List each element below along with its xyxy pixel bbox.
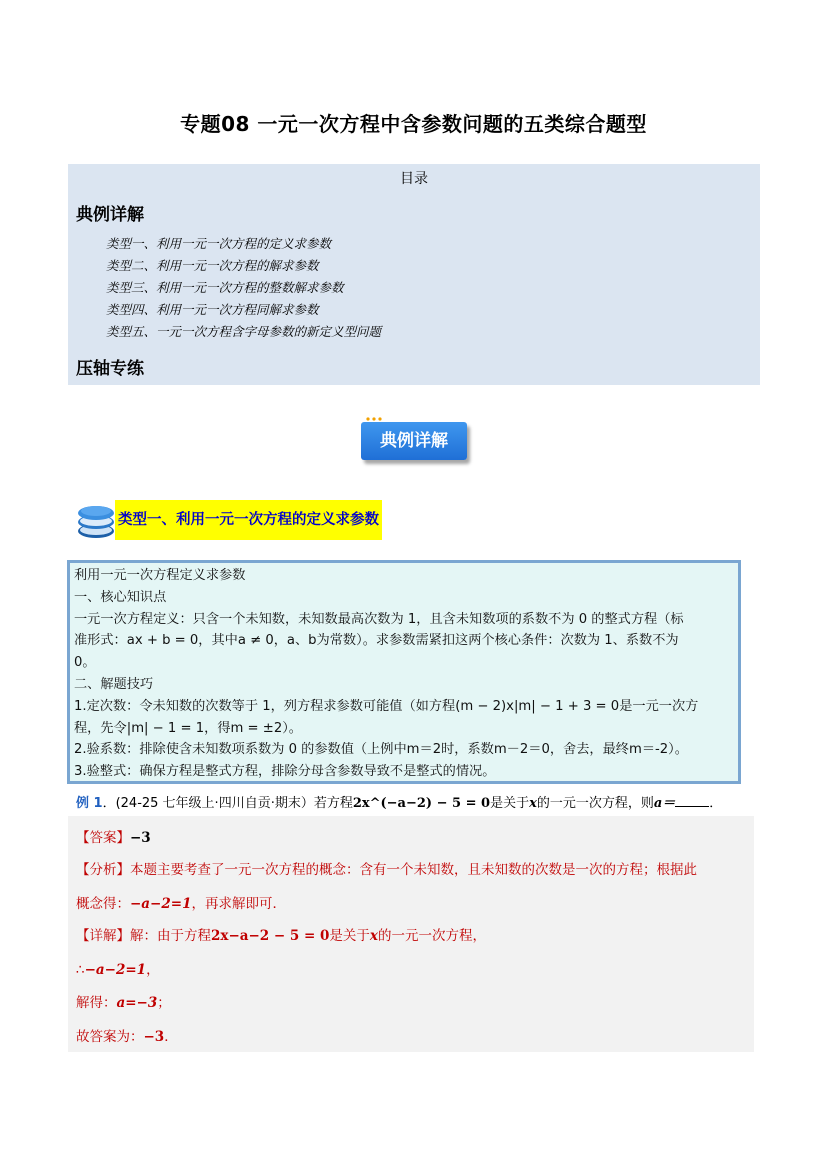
example-source: ．(24-25 七年级上·四川自贡·期末）若方程: [102, 796, 353, 811]
tip-1: 1.定次数：令未知数的次数等于 1，列方程求参数可能值（如方程(m − 2)x|m| − 1 + 3 = 0是一元一次方: [74, 698, 699, 714]
knowledge-box: [67, 560, 741, 784]
knowledge-heading-2: 二、解题技巧: [74, 676, 154, 692]
tip-1: 程，先令|m| − 1 = 1，得m = ±2）。: [74, 720, 302, 736]
tip-3: 3.验整式：确保方程是整式方程，排除分母含参数导致不是整式的情况。: [74, 764, 496, 780]
example-equation: 2x^(−a−2) − 5 = 0: [352, 796, 491, 811]
books-icon: [76, 501, 116, 539]
toc-heading: 目录: [400, 171, 428, 187]
solution-step: [76, 991, 171, 1011]
therefore-symbol: ∴: [76, 962, 85, 978]
section-badge: 典例详解: [361, 422, 467, 460]
analysis-line: [76, 892, 286, 912]
example-variable: x: [529, 796, 537, 811]
document-title: 专题08 一元一次方程中含参数问题的五类综合题型: [180, 112, 647, 136]
analysis-tag: 【分析】: [76, 862, 130, 878]
example-text: 的一元一次方程，则: [536, 796, 654, 811]
toc-item-3[interactable]: 类型三、利用一元一次方程的整数解求参数: [106, 280, 344, 295]
analysis-text: ，再求解即可．: [191, 896, 286, 912]
example-text: ．: [709, 796, 723, 811]
toc-item-1[interactable]: 类型一、利用一元一次方程的定义求参数: [106, 236, 332, 251]
knowledge-text: 一元一次方程定义：只含一个未知数，未知数最高次数为 1，且含未知数项的系数不为 0 的整式方程（标: [74, 611, 684, 627]
badge-decoration-icon: [366, 417, 384, 421]
type-heading: 类型一、利用一元一次方程的定义求参数: [115, 500, 382, 540]
solution-step: [76, 958, 160, 978]
answer-blank: [675, 794, 709, 807]
knowledge-heading-1: 一、核心知识点: [74, 589, 167, 605]
knowledge-text: 准形式：ax + b = 0，其中a ≠ 0，a、b为常数）。求参数需紧扣这两个核心条件：次数为 1、系数不为: [74, 633, 679, 649]
step-equation: a=−3: [116, 995, 158, 1011]
final-value: −3: [143, 1029, 165, 1045]
step-text: 解得：: [76, 995, 117, 1011]
final-answer: [76, 1025, 178, 1045]
table-of-contents: [68, 164, 760, 385]
analysis-text: 本题主要考查了一元一次方程的概念：含有一个未知数，且未知数的次数是一次的方程；根据此: [130, 862, 697, 878]
solution-box: [68, 816, 754, 1052]
example-ask: a＝: [653, 796, 676, 811]
step-text: 故答案为：: [76, 1029, 144, 1045]
example-text: 是关于: [490, 796, 530, 811]
detail-tag: 【详解】: [76, 928, 130, 944]
answer-value: −3: [130, 830, 151, 846]
knowledge-title: 利用一元一次方程定义求参数: [74, 568, 246, 583]
answer-line: [76, 826, 151, 846]
toc-section-practice[interactable]: 压轴专练: [76, 359, 144, 379]
detail-text: 的一元一次方程，: [377, 928, 486, 944]
detail-variable: x: [369, 928, 378, 944]
step-text: ．: [164, 1029, 178, 1045]
tip-2: 2.验系数：排除使含未知数项系数为 0 的参数值（上例中m＝2时，系数m－2＝0，舍去，最终m＝-2）。: [74, 742, 688, 758]
step-equation: −a−2=1: [84, 962, 147, 978]
analysis-text: 概念得：: [76, 896, 130, 912]
example-question: [76, 792, 722, 811]
knowledge-text: 0。: [74, 655, 96, 671]
analysis-equation: −a−2=1: [130, 896, 192, 912]
detail-line: [76, 924, 486, 944]
example-label: 例 1: [76, 796, 103, 811]
analysis-line: [76, 858, 697, 878]
detail-text: 是关于: [329, 928, 370, 944]
step-text: ，: [146, 962, 160, 978]
toc-item-4[interactable]: 类型四、利用一元一次方程同解求参数: [106, 302, 319, 317]
detail-text: 解：由于方程: [130, 928, 211, 944]
toc-item-5[interactable]: 类型五、一元一次方程含字母参数的新定义型问题: [106, 324, 382, 339]
toc-section-examples[interactable]: 典例详解: [76, 205, 144, 225]
answer-tag: 【答案】: [76, 830, 130, 846]
step-text: ；: [157, 995, 171, 1011]
toc-item-2[interactable]: 类型二、利用一元一次方程的解求参数: [106, 258, 319, 273]
detail-equation: 2x−a−2 − 5 = 0: [211, 928, 330, 944]
